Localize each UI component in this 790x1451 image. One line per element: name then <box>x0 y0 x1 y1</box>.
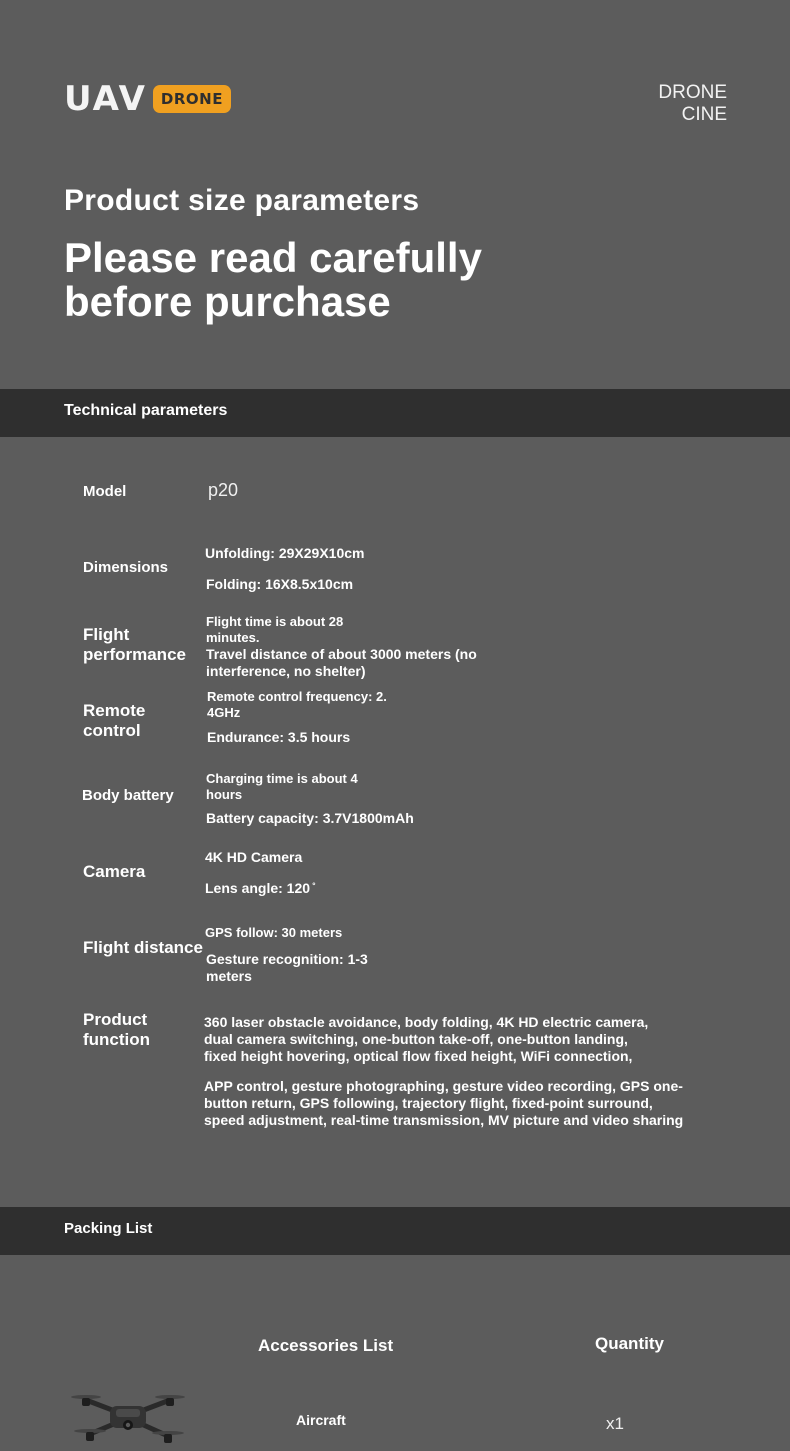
product-function-label <box>83 1010 150 1050</box>
drone-icon <box>70 1378 186 1446</box>
function-p2-line-2: button return, GPS following, trajectory flight, fixed-point surround, <box>204 1095 653 1111</box>
function-p1-line-2: dual camera switching, one-button take-off, one-button landing, <box>204 1031 628 1047</box>
charging-line-1: Charging time is about 4 <box>206 771 358 786</box>
headline-line-2: before purchase <box>64 278 391 325</box>
logo <box>64 79 231 119</box>
gesture-line-2: meters <box>206 968 252 984</box>
technical-parameters-title: Technical parameters <box>64 402 228 419</box>
quantity-column-header: Quantity <box>595 1334 664 1353</box>
logo-text: UAV <box>64 79 147 119</box>
remote-frequency <box>207 689 387 721</box>
dimensions-label: Dimensions <box>83 559 169 576</box>
battery-capacity: Battery capacity: 3.7V1800mAh <box>206 810 414 826</box>
table-row-quantity: x1 <box>606 1414 624 1433</box>
gesture-line-1: Gesture recognition: 1-3 <box>206 951 368 967</box>
remote-label-line-2: control <box>83 721 141 740</box>
function-p2-line-3: speed adjustment, real-time transmission, MV picture and video sharing <box>204 1112 684 1128</box>
travel-distance <box>206 646 477 680</box>
flight-performance-label <box>83 625 186 665</box>
logo-badge: DRONE <box>153 85 231 113</box>
page-subtitle: Product size parameters <box>64 184 420 217</box>
brand-name <box>658 82 727 126</box>
flight-time-line-2: minutes. <box>206 630 260 645</box>
function-p1-line-1: 360 laser obstacle avoidance, body folding, 4K HD electric camera, <box>204 1014 649 1030</box>
packing-list-title: Packing List <box>64 1220 153 1237</box>
body-battery-label: Body battery <box>82 787 174 804</box>
flight-label-line-1: Flight <box>83 625 130 644</box>
remote-freq-line-2: 4GHz <box>207 705 241 720</box>
remote-freq-line-1: Remote control frequency: 2. <box>207 689 387 704</box>
remote-control-label <box>83 701 145 741</box>
dimensions-unfolding: Unfolding: 29X29X10cm <box>205 545 365 561</box>
brand-line-1: DRONE <box>658 82 727 103</box>
product-function-paragraph-2 <box>204 1078 683 1129</box>
table-row-item: Aircraft <box>296 1412 346 1428</box>
technical-parameters-header <box>0 389 790 437</box>
packing-list-header <box>0 1207 790 1255</box>
gesture-recognition <box>206 951 368 985</box>
headline-line-1: Please read carefully <box>64 234 482 281</box>
charging-time <box>206 771 358 803</box>
remote-endurance: Endurance: 3.5 hours <box>207 729 351 745</box>
flight-time-line-1: Flight time is about 28 <box>206 614 344 629</box>
gps-follow: GPS follow: 30 meters <box>205 925 343 940</box>
model-label: Model <box>83 483 127 500</box>
flight-label-line-2: performance <box>83 645 186 664</box>
product-function-paragraph-1 <box>204 1014 648 1065</box>
accessories-column-header: Accessories List <box>258 1336 394 1355</box>
travel-line-1: Travel distance of about 3000 meters (no <box>206 646 477 662</box>
function-p2-line-1: APP control, gesture photographing, gesture video recording, GPS one- <box>204 1078 683 1094</box>
model-value: p20 <box>208 480 239 500</box>
function-label-line-1: Product <box>83 1010 148 1029</box>
dimensions-folding: Folding: 16X8.5x10cm <box>206 576 354 592</box>
camera-lens-angle: Lens angle: 120 ̊ <box>205 880 314 896</box>
charging-line-2: hours <box>206 787 243 802</box>
flight-distance-label: Flight distance <box>83 938 203 957</box>
brand-line-2: CINE <box>681 104 727 125</box>
flight-time <box>206 614 343 646</box>
function-p1-line-3: fixed height hovering, optical flow fixed height, WiFi connection, <box>204 1048 633 1064</box>
page-headline <box>64 236 584 324</box>
camera-label: Camera <box>83 862 146 881</box>
remote-label-line-1: Remote <box>83 701 146 720</box>
camera-resolution: 4K HD Camera <box>205 849 303 865</box>
travel-line-2: interference, no shelter) <box>206 663 366 679</box>
function-label-line-2: function <box>83 1030 151 1049</box>
